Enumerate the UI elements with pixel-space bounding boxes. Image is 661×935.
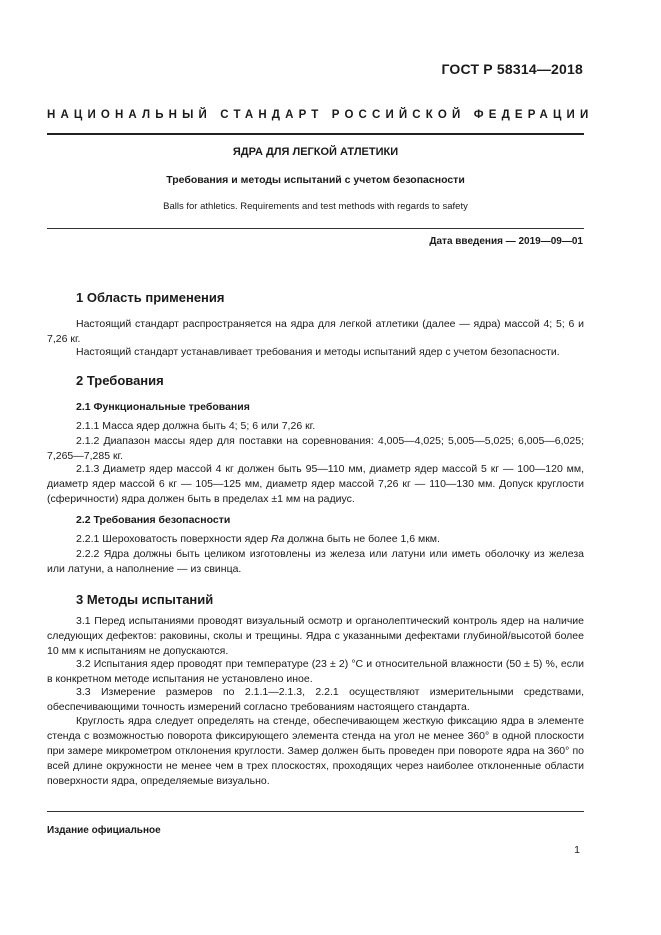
header-rule <box>47 133 584 135</box>
clause-2-2-1 <box>47 532 584 547</box>
introduction-date: Дата введения — 2019—09—01 <box>429 236 583 247</box>
clause-2-1-1: 2.1.1 Масса ядер должна быть 4; 5; 6 или 7,26 кг. <box>76 420 316 432</box>
clause-2-1-3: 2.1.3 Диаметр ядер массой 4 кг должен быть 95—110 мм, диаметр ядер массой 5 кг — 100—120 мм, диаметр ядер массой 6 кг — 105—125 мм, диаметр ядер массой 7,26 кг — 110—130 мм. Допуск круглости (сферичности) ядра должен быть в пределах ±1 мм на радиус. <box>47 463 584 505</box>
clause-2-2-2: 2.2.2 Ядра должны быть целиком изготовлены из железа или латуни или иметь оболочку из железа или латуни, а наполнение — из свинца. <box>47 548 584 575</box>
section-1-heading: 1 Область применения <box>76 290 225 305</box>
national-standard-banner: НАЦИОНАЛЬНЫЙ СТАНДАРТ РОССИЙСКОЙ ФЕДЕРАЦИИ <box>47 109 594 121</box>
document-title: ЯДРА ДЛЯ ЛЕГКОЙ АТЛЕТИКИ <box>232 146 399 158</box>
footer-rule <box>47 811 584 812</box>
clause-2-2-1-text-end: должна быть не более 1,6 мкм. <box>284 533 440 545</box>
clause-3-3: 3.3 Измерение размеров по 2.1.1—2.1.3, 2.2.1 осуществляют измерительными средствами, обеспечивающими точность измерений согласно требованиям настоящего стандарта. <box>47 686 584 713</box>
section-2-heading: 2 Требования <box>76 373 164 388</box>
clause-2-1-2: 2.1.2 Диапазон массы ядер для поставки на соревнования: 4,005—4,025; 5,005—5,025; 6,005—6,025; 7,265—7,285 кг. <box>47 435 584 462</box>
subsection-2-2-heading: 2.2 Требования безопасности <box>76 514 231 526</box>
title-rule <box>47 228 584 229</box>
clause-3-1: 3.1 Перед испытаниями проводят визуальный осмотр и органолептический контроль ядер на наличие следующих дефектов: раковины, сколы и трещины. Ядра с указанными дефектами глубиной/высотой более 10 мм к испытаниям не допускаются. <box>47 615 584 657</box>
clause-2-2-1-text-start: 2.2.1 Шероховатость поверхности ядер <box>76 533 271 545</box>
section-1-paragraph-1: Настоящий стандарт распространяется на ядра для легкой атлетики (далее — ядра) массой 4; 5; 6 и 7,26 кг. <box>47 318 584 345</box>
roughness-symbol: Ra <box>271 533 285 545</box>
clause-3-3-roundness: Круглость ядра следует определять на стенде, обеспечивающем жесткую фиксацию ядра в элементе стенда с возможностью поворота фиксирующего элемента стенда на угол не менее 360° в одной плоскости при замере микрометром отклонения круглости. Замер должен быть проведен при повороте ядра на 360° по всей длине окружности не менее чем в трех плоскостях, проходящих через наиболее отклоненные области поверхности ядра, определяемые визуально. <box>47 715 584 787</box>
document-subtitle: Требования и методы испытаний с учетом безопасности <box>166 174 465 186</box>
subsection-2-1-heading: 2.1 Функциональные требования <box>76 401 250 413</box>
document-title-english: Balls for athletics. Requirements and test methods with regards to safety <box>163 201 468 212</box>
clause-3-2: 3.2 Испытания ядер проводят при температуре (23 ± 2) °C и относительной влажности (50 ± 5) %, если в конкретном методе испытания не установлено иное. <box>47 658 584 685</box>
edition-label: Издание официальное <box>47 825 161 836</box>
section-3-heading: 3 Методы испытаний <box>76 592 214 607</box>
section-1-paragraph-2: Настоящий стандарт устанавливает требования и методы испытаний ядер с учетом безопасности. <box>76 346 560 358</box>
gost-code: ГОСТ Р 58314—2018 <box>441 61 583 77</box>
page-number: 1 <box>574 844 580 856</box>
